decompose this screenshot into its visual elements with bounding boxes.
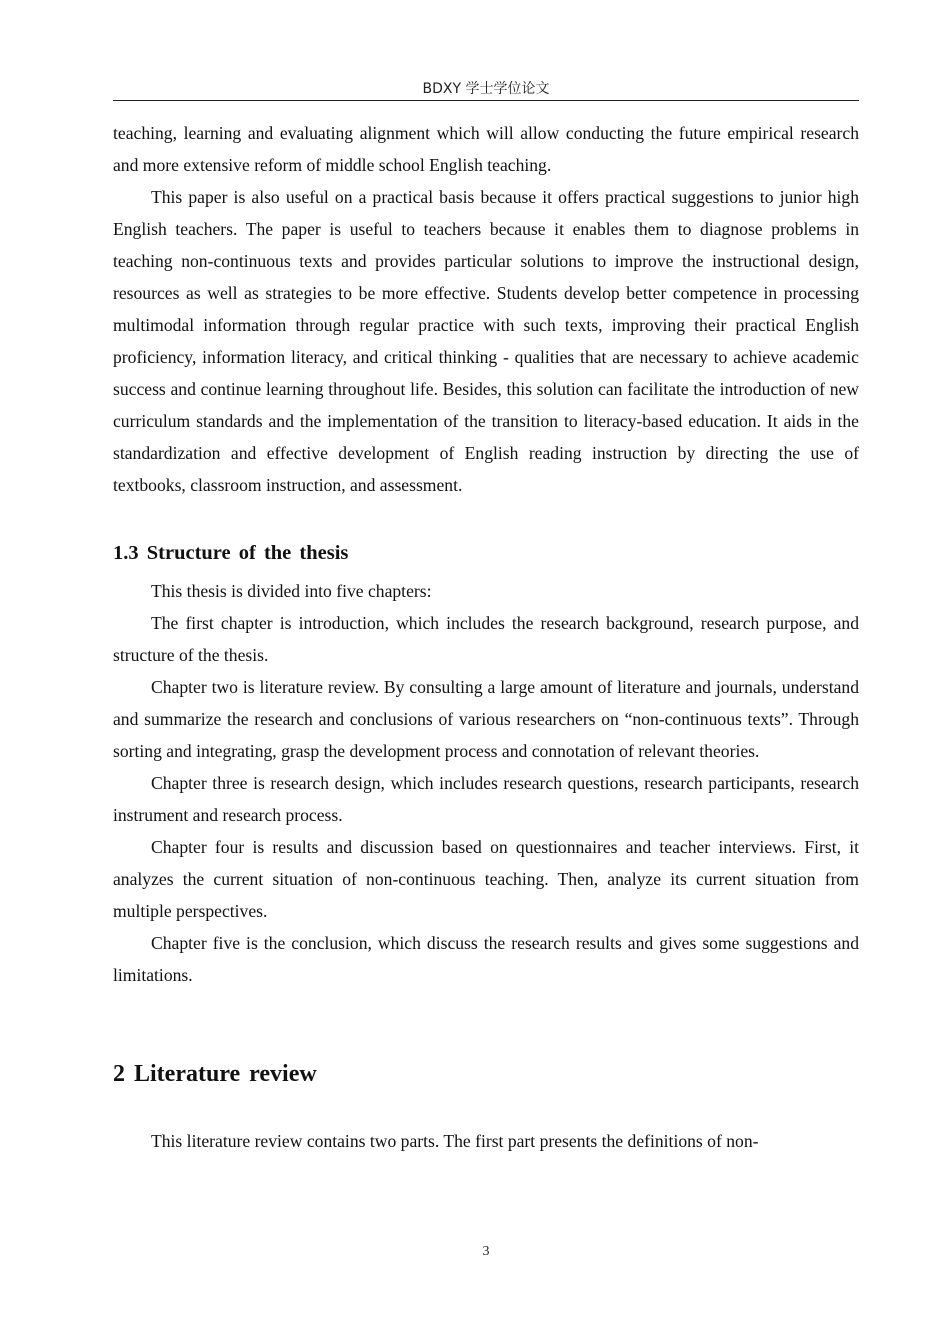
paragraph: teaching, learning and evaluating alignment which will allow conducting the future empirical research and more extensive reform of middle school English teaching.	[113, 123, 859, 175]
chapter-heading: 2 Literature review	[113, 1061, 317, 1087]
page-body	[113, 117, 859, 1157]
running-header: BDXY 学士学位论文	[422, 81, 550, 97]
header-rule	[113, 100, 859, 101]
paragraph: The first chapter is introduction, which includes the research background, research purpose, and structure of the thesis.	[113, 613, 859, 665]
page-number: 3	[482, 1244, 490, 1259]
section-heading: 1.3 Structure of the thesis	[113, 542, 349, 564]
paragraph: This thesis is divided into five chapters:	[151, 581, 432, 601]
paragraph: Chapter five is the conclusion, which discuss the research results and gives some suggestions and limitations.	[113, 933, 859, 985]
paragraph: Chapter three is research design, which includes research questions, research participants, research instrument and research process.	[113, 773, 859, 825]
paragraph: Chapter four is results and discussion based on questionnaires and teacher interviews. First, it analyzes the current situation of non-continuous teaching. Then, analyze its current situation from multiple perspectives.	[113, 837, 859, 921]
paragraph: This paper is also useful on a practical basis because it offers practical suggestions to junior high English teachers. The paper is useful to teachers because it enables them to diagnose problems in teaching non-continuous texts and provides particular solutions to improve the instructional design, resources as well as strategies to be more effective. Students develop better competence in processing multimodal information through regular practice with such texts, improving their practical English proficiency, information literacy, and critical thinking - qualities that are necessary to achieve academic success and continue learning throughout life. Besides, this solution can facilitate the introduction of new curriculum standards and the implementation of the transition to literacy-based education. It aids in the standardization and effective development of English reading instruction by directing the use of textbooks, classroom instruction, and assessment.	[113, 187, 859, 495]
paragraph: This literature review contains two parts. The first part presents the definitions of non-	[151, 1131, 759, 1151]
paragraph: Chapter two is literature review. By consulting a large amount of literature and journals, understand and summarize the research and conclusions of various researchers on “non-continuous texts”. Through sorting and integrating, grasp the development process and connotation of relevant theories.	[113, 677, 859, 761]
